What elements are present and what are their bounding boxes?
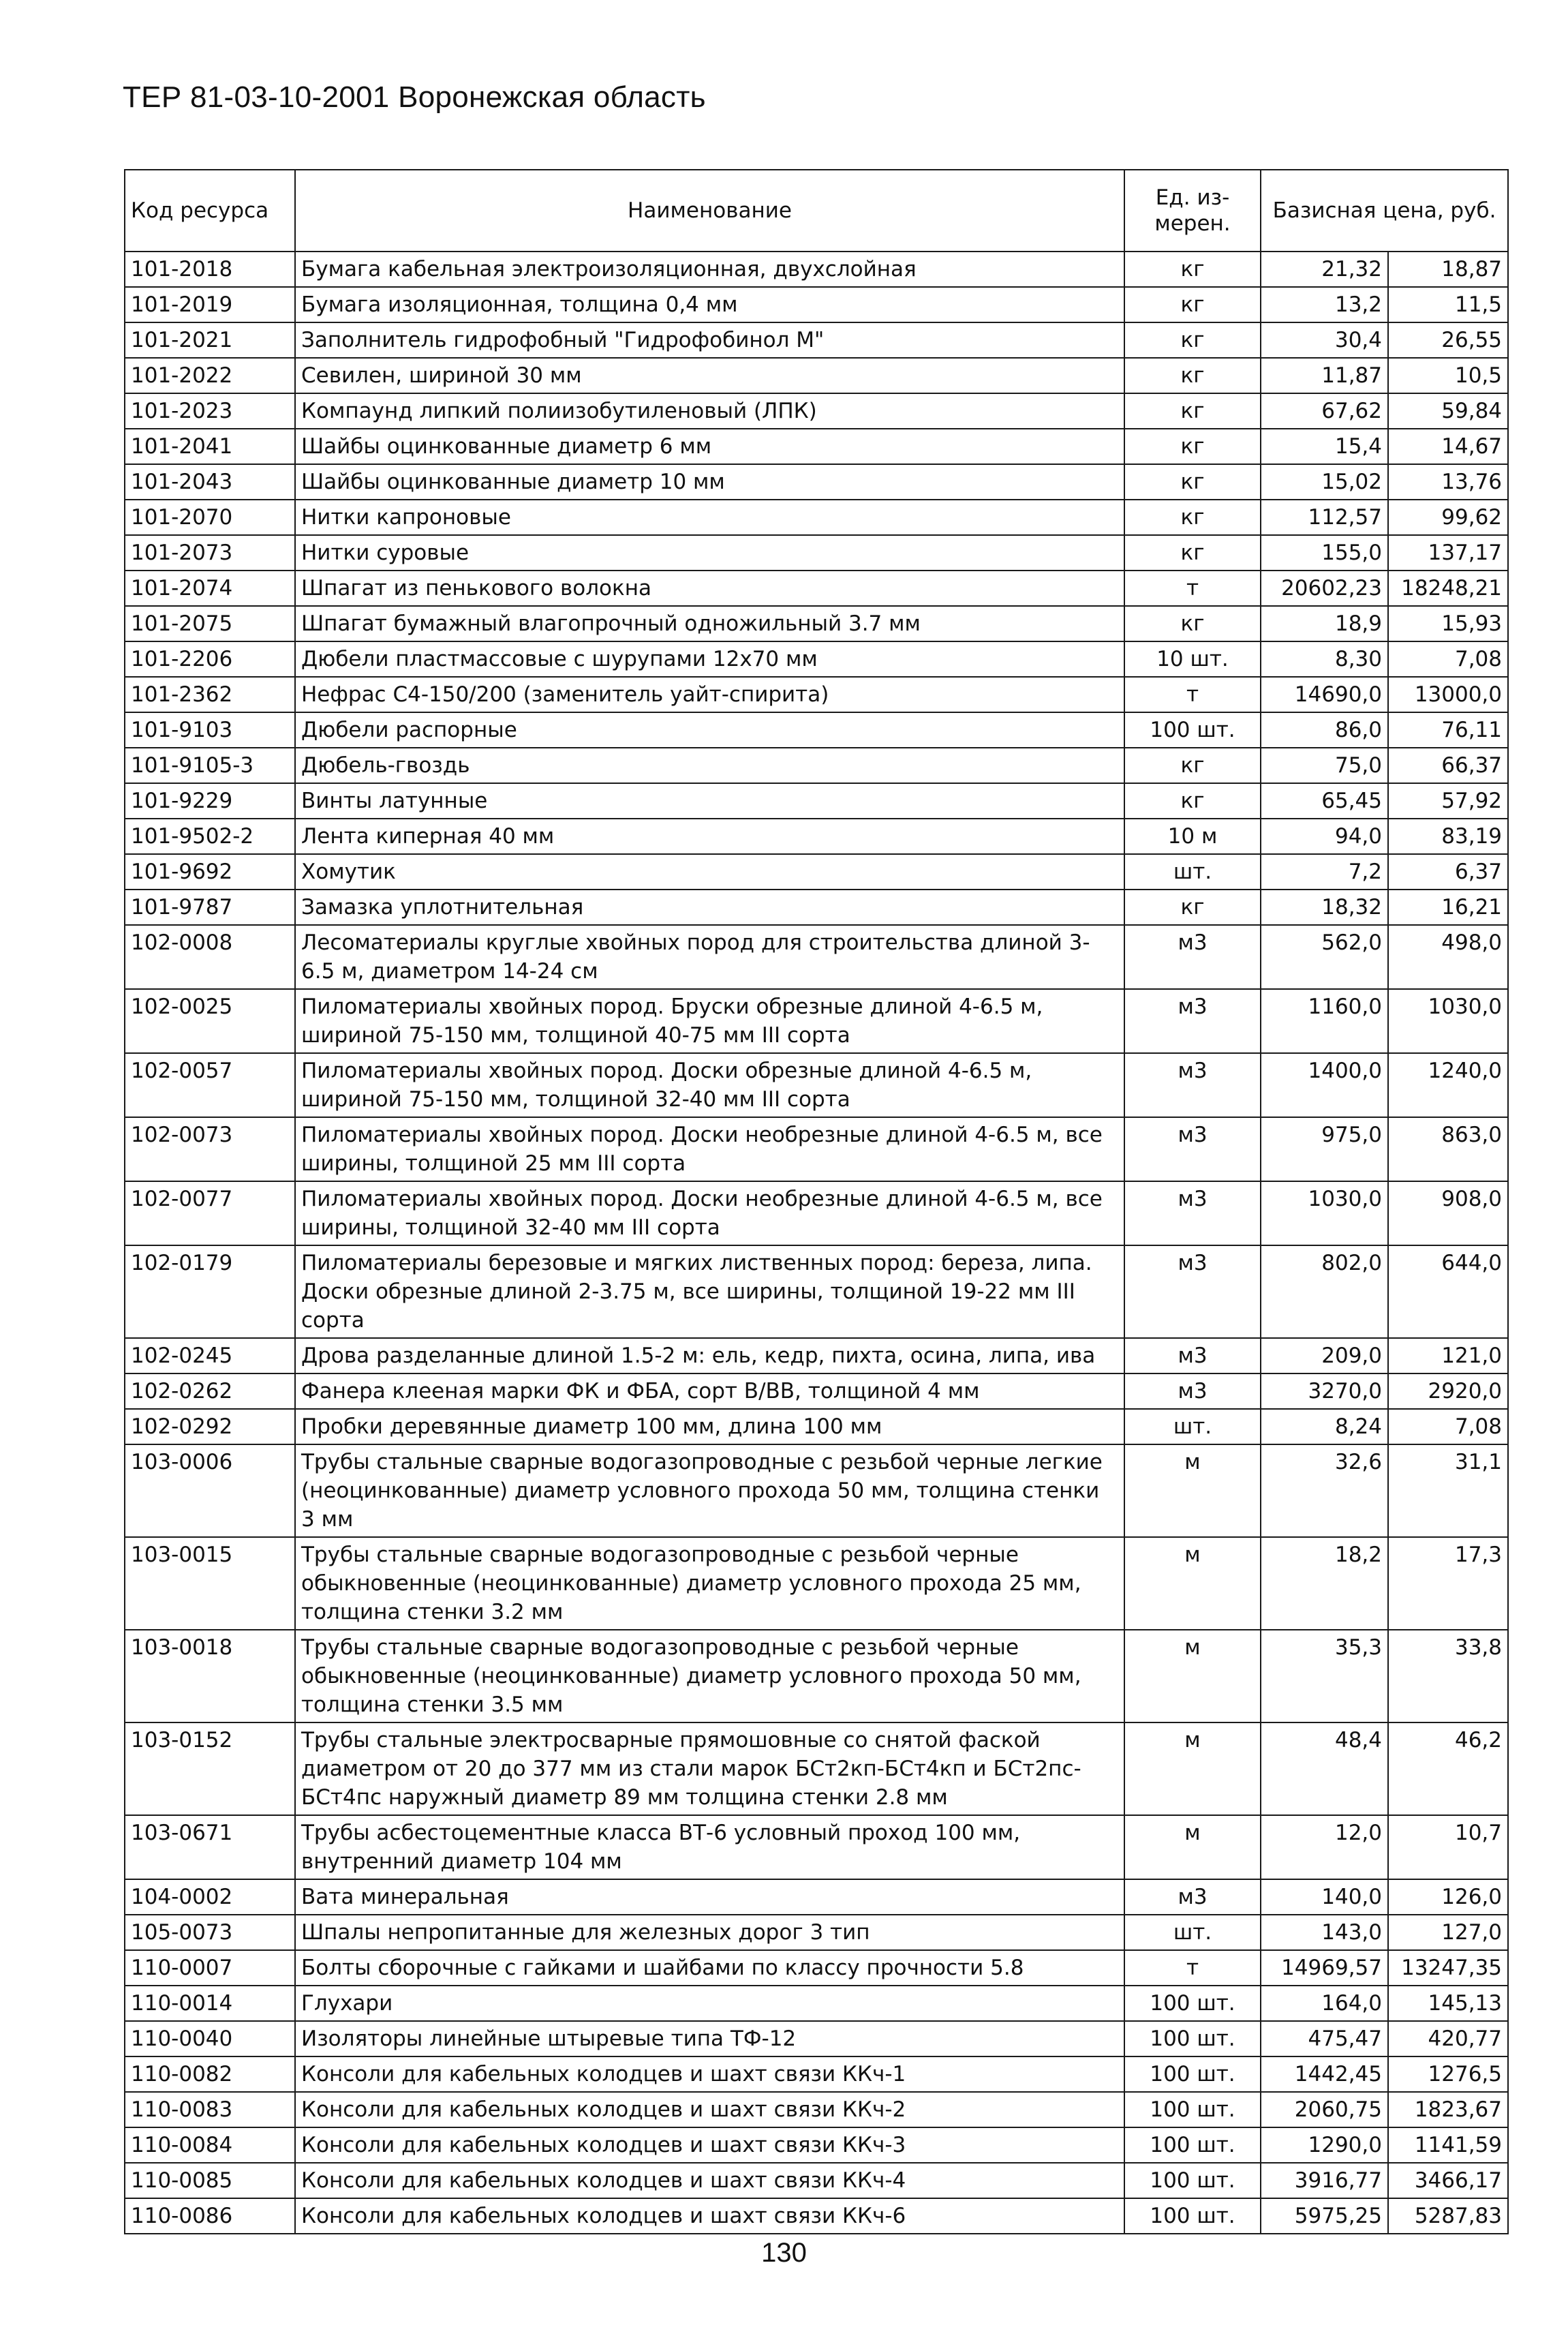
cell-code: 101-2018 (125, 252, 295, 287)
cell-name: Дрова разделанные длиной 1.5-2 м: ель, кедр, пихта, осина, липа, ива (295, 1338, 1124, 1373)
table-body (125, 252, 1508, 2234)
cell-price-1: 5975,25 (1261, 2198, 1388, 2234)
cell-price-2: 18248,21 (1388, 571, 1508, 606)
cell-price-1: 1160,0 (1261, 989, 1388, 1053)
cell-name: Консоли для кабельных колодцев и шахт связи ККч-6 (295, 2198, 1124, 2234)
cell-unit: м3 (1124, 1117, 1261, 1181)
table-row (125, 1986, 1508, 2021)
cell-name: Консоли для кабельных колодцев и шахт связи ККч-4 (295, 2163, 1124, 2198)
cell-code: 102-0077 (125, 1181, 295, 1245)
cell-code: 101-9105-3 (125, 748, 295, 783)
cell-price-2: 5287,83 (1388, 2198, 1508, 2234)
cell-code: 101-9692 (125, 854, 295, 890)
cell-name: Пиломатериалы хвойных пород. Доски необрезные длиной 4-6.5 м, все ширины, толщиной 32-40 мм III сорта (295, 1181, 1124, 1245)
cell-price-2: 13,76 (1388, 464, 1508, 500)
cell-price-1: 11,87 (1261, 358, 1388, 393)
cell-name: Дюбели распорные (295, 712, 1124, 748)
cell-price-1: 18,9 (1261, 606, 1388, 641)
cell-code: 101-2070 (125, 500, 295, 535)
cell-name: Бумага кабельная электроизоляционная, двухслойная (295, 252, 1124, 287)
cell-code: 101-2206 (125, 641, 295, 677)
cell-price-1: 8,30 (1261, 641, 1388, 677)
cell-price-1: 86,0 (1261, 712, 1388, 748)
cell-price-2: 1240,0 (1388, 1053, 1508, 1117)
table-row (125, 1053, 1508, 1117)
table-row (125, 1915, 1508, 1950)
page-header-title: ТЕР 81-03-10-2001 Воронежская область (123, 80, 706, 114)
table-row (125, 2198, 1508, 2234)
cell-code: 102-0057 (125, 1053, 295, 1117)
cell-unit: 100 шт. (1124, 2127, 1261, 2163)
cell-price-1: 18,2 (1261, 1537, 1388, 1630)
cell-price-1: 155,0 (1261, 535, 1388, 571)
cell-price-1: 802,0 (1261, 1245, 1388, 1338)
cell-price-2: 59,84 (1388, 393, 1508, 429)
table-row (125, 890, 1508, 925)
cell-name: Трубы стальные электросварные прямошовные со снятой фаской диаметром от 20 до 377 мм из стали марок БСт2кп-БСт4кп и БСт2пс-БСт4пс наружный диаметр 89 мм толщина стенки 2.8 мм (295, 1722, 1124, 1815)
cell-unit: м (1124, 1537, 1261, 1630)
cell-price-2: 145,13 (1388, 1986, 1508, 2021)
cell-code: 101-2021 (125, 322, 295, 358)
cell-price-1: 15,02 (1261, 464, 1388, 500)
cell-price-2: 2920,0 (1388, 1373, 1508, 1409)
table-row (125, 322, 1508, 358)
cell-code: 103-0152 (125, 1722, 295, 1815)
cell-unit: т (1124, 571, 1261, 606)
table-row (125, 1245, 1508, 1338)
cell-price-1: 18,32 (1261, 890, 1388, 925)
cell-code: 102-0025 (125, 989, 295, 1053)
cell-price-1: 164,0 (1261, 1986, 1388, 2021)
table-row (125, 677, 1508, 712)
cell-code: 101-2022 (125, 358, 295, 393)
cell-unit: кг (1124, 287, 1261, 322)
cell-price-2: 83,19 (1388, 819, 1508, 854)
cell-price-1: 1400,0 (1261, 1053, 1388, 1117)
cell-unit: м (1124, 1722, 1261, 1815)
cell-unit: 100 шт. (1124, 2092, 1261, 2127)
cell-price-1: 94,0 (1261, 819, 1388, 854)
cell-unit: м (1124, 1444, 1261, 1537)
table-row (125, 287, 1508, 322)
cell-unit: 100 шт. (1124, 2021, 1261, 2056)
table-row (125, 1630, 1508, 1722)
cell-price-1: 21,32 (1261, 252, 1388, 287)
cell-price-2: 127,0 (1388, 1915, 1508, 1950)
cell-price-1: 12,0 (1261, 1815, 1388, 1879)
cell-code: 110-0040 (125, 2021, 295, 2056)
cell-price-2: 10,7 (1388, 1815, 1508, 1879)
cell-price-2: 498,0 (1388, 925, 1508, 989)
cell-code: 101-2075 (125, 606, 295, 641)
cell-name: Шайбы оцинкованные диаметр 6 мм (295, 429, 1124, 464)
cell-code: 101-9229 (125, 783, 295, 819)
cell-code: 110-0007 (125, 1950, 295, 1986)
cell-unit: кг (1124, 393, 1261, 429)
cell-price-1: 15,4 (1261, 429, 1388, 464)
cell-name: Нефрас С4-150/200 (заменитель уайт-спирита) (295, 677, 1124, 712)
table-row (125, 1444, 1508, 1537)
column-header-name: Наименование (295, 170, 1124, 252)
cell-name: Изоляторы линейные штыревые типа ТФ-12 (295, 2021, 1124, 2056)
cell-name: Винты латунные (295, 783, 1124, 819)
cell-unit: м3 (1124, 925, 1261, 989)
cell-unit: кг (1124, 606, 1261, 641)
table-row (125, 1879, 1508, 1915)
table-row (125, 535, 1508, 571)
cell-price-1: 8,24 (1261, 1409, 1388, 1444)
cell-name: Нитки суровые (295, 535, 1124, 571)
cell-price-1: 14969,57 (1261, 1950, 1388, 1986)
cell-name: Бумага изоляционная, толщина 0,4 мм (295, 287, 1124, 322)
cell-price-1: 475,47 (1261, 2021, 1388, 2056)
cell-code: 110-0084 (125, 2127, 295, 2163)
cell-price-2: 13000,0 (1388, 677, 1508, 712)
cell-code: 102-0179 (125, 1245, 295, 1338)
cell-name: Дюбели пластмассовые с шурупами 12х70 мм (295, 641, 1124, 677)
cell-code: 101-2041 (125, 429, 295, 464)
table-row (125, 571, 1508, 606)
cell-price-2: 11,5 (1388, 287, 1508, 322)
cell-price-1: 7,2 (1261, 854, 1388, 890)
cell-price-2: 644,0 (1388, 1245, 1508, 1338)
table-row (125, 252, 1508, 287)
cell-price-1: 3270,0 (1261, 1373, 1388, 1409)
cell-unit: кг (1124, 500, 1261, 535)
table-row (125, 854, 1508, 890)
table-row (125, 989, 1508, 1053)
table-row (125, 1537, 1508, 1630)
cell-price-2: 1276,5 (1388, 2056, 1508, 2092)
price-table-container (124, 169, 1507, 2234)
cell-unit: м3 (1124, 1879, 1261, 1915)
table-row (125, 606, 1508, 641)
cell-unit: м3 (1124, 1338, 1261, 1373)
cell-price-2: 46,2 (1388, 1722, 1508, 1815)
cell-unit: шт. (1124, 1915, 1261, 1950)
cell-name: Дюбель-гвоздь (295, 748, 1124, 783)
cell-price-1: 48,4 (1261, 1722, 1388, 1815)
cell-price-1: 13,2 (1261, 287, 1388, 322)
cell-unit: м3 (1124, 1373, 1261, 1409)
table-row (125, 429, 1508, 464)
cell-name: Пробки деревянные диаметр 100 мм, длина 100 мм (295, 1409, 1124, 1444)
cell-unit: кг (1124, 358, 1261, 393)
cell-price-1: 112,57 (1261, 500, 1388, 535)
cell-name: Шайбы оцинкованные диаметр 10 мм (295, 464, 1124, 500)
table-row (125, 783, 1508, 819)
cell-code: 101-9103 (125, 712, 295, 748)
cell-code: 104-0002 (125, 1879, 295, 1915)
cell-unit: кг (1124, 429, 1261, 464)
cell-name: Трубы стальные сварные водогазопроводные с резьбой черные обыкновенные (неоцинкованные) диаметр условного прохода 25 мм, толщина стенки 3.2 мм (295, 1537, 1124, 1630)
cell-price-2: 6,37 (1388, 854, 1508, 890)
cell-price-2: 76,11 (1388, 712, 1508, 748)
cell-name: Консоли для кабельных колодцев и шахт связи ККч-1 (295, 2056, 1124, 2092)
cell-unit: т (1124, 677, 1261, 712)
cell-code: 101-2362 (125, 677, 295, 712)
table-row (125, 2127, 1508, 2163)
cell-unit: м3 (1124, 1053, 1261, 1117)
cell-unit: м3 (1124, 1181, 1261, 1245)
table-row (125, 1815, 1508, 1879)
cell-name: Замазка уплотнительная (295, 890, 1124, 925)
cell-code: 110-0083 (125, 2092, 295, 2127)
table-row (125, 500, 1508, 535)
cell-name: Пиломатериалы хвойных пород. Бруски обрезные длиной 4-6.5 м, шириной 75-150 мм, толщиной 40-75 мм III сорта (295, 989, 1124, 1053)
cell-price-1: 14690,0 (1261, 677, 1388, 712)
cell-code: 102-0292 (125, 1409, 295, 1444)
cell-code: 103-0015 (125, 1537, 295, 1630)
cell-name: Шпалы непропитанные для железных дорог 3 тип (295, 1915, 1124, 1950)
cell-price-1: 75,0 (1261, 748, 1388, 783)
cell-name: Трубы асбестоцементные класса ВТ-6 условный проход 100 мм, внутренний диаметр 104 мм (295, 1815, 1124, 1879)
cell-code: 101-2073 (125, 535, 295, 571)
cell-price-1: 30,4 (1261, 322, 1388, 358)
cell-price-2: 1030,0 (1388, 989, 1508, 1053)
table-row (125, 712, 1508, 748)
price-table (124, 169, 1509, 2234)
table-row (125, 2163, 1508, 2198)
cell-name: Трубы стальные сварные водогазопроводные с резьбой черные легкие (неоцинкованные) диаметр условного прохода 50 мм, толщина стенки 3 мм (295, 1444, 1124, 1537)
cell-price-2: 863,0 (1388, 1117, 1508, 1181)
table-header-row (125, 170, 1508, 252)
cell-code: 102-0073 (125, 1117, 295, 1181)
cell-name: Компаунд липкий полиизобутиленовый (ЛПК) (295, 393, 1124, 429)
cell-unit: кг (1124, 322, 1261, 358)
cell-code: 103-0006 (125, 1444, 295, 1537)
cell-code: 101-2074 (125, 571, 295, 606)
cell-price-1: 1442,45 (1261, 2056, 1388, 2092)
cell-price-2: 15,93 (1388, 606, 1508, 641)
cell-price-1: 65,45 (1261, 783, 1388, 819)
cell-code: 101-9787 (125, 890, 295, 925)
cell-unit: 100 шт. (1124, 1986, 1261, 2021)
page-number: 130 (761, 2238, 807, 2268)
cell-code: 102-0245 (125, 1338, 295, 1373)
cell-name: Фанера клееная марки ФК и ФБА, сорт В/ВВ, толщиной 4 мм (295, 1373, 1124, 1409)
cell-unit: кг (1124, 464, 1261, 500)
cell-unit: кг (1124, 535, 1261, 571)
cell-name: Консоли для кабельных колодцев и шахт связи ККч-3 (295, 2127, 1124, 2163)
cell-unit: кг (1124, 252, 1261, 287)
cell-price-2: 14,67 (1388, 429, 1508, 464)
cell-unit: 100 шт. (1124, 2163, 1261, 2198)
cell-price-1: 1030,0 (1261, 1181, 1388, 1245)
cell-price-1: 35,3 (1261, 1630, 1388, 1722)
table-header (125, 170, 1508, 252)
cell-code: 101-2019 (125, 287, 295, 322)
cell-unit: кг (1124, 783, 1261, 819)
cell-code: 101-2023 (125, 393, 295, 429)
cell-unit: м3 (1124, 989, 1261, 1053)
cell-unit: 10 шт. (1124, 641, 1261, 677)
cell-price-1: 140,0 (1261, 1879, 1388, 1915)
cell-code: 102-0262 (125, 1373, 295, 1409)
cell-code: 103-0018 (125, 1630, 295, 1722)
cell-name: Лесоматериалы круглые хвойных пород для строительства длиной 3-6.5 м, диаметром 14-24 см (295, 925, 1124, 989)
cell-name: Трубы стальные сварные водогазопроводные с резьбой черные обыкновенные (неоцинкованные) диаметр условного прохода 50 мм, толщина стенки 3.5 мм (295, 1630, 1124, 1722)
cell-price-2: 121,0 (1388, 1338, 1508, 1373)
cell-unit: шт. (1124, 854, 1261, 890)
cell-price-2: 33,8 (1388, 1630, 1508, 1722)
cell-code: 102-0008 (125, 925, 295, 989)
cell-price-1: 975,0 (1261, 1117, 1388, 1181)
cell-price-2: 1823,67 (1388, 2092, 1508, 2127)
cell-name: Шпагат из пенькового волокна (295, 571, 1124, 606)
table-row (125, 464, 1508, 500)
column-header-unit: Ед. из- мерен. (1124, 170, 1261, 252)
table-row (125, 1338, 1508, 1373)
cell-price-2: 1141,59 (1388, 2127, 1508, 2163)
table-row (125, 641, 1508, 677)
table-row (125, 358, 1508, 393)
cell-code: 110-0086 (125, 2198, 295, 2234)
cell-price-2: 66,37 (1388, 748, 1508, 783)
table-row (125, 1373, 1508, 1409)
cell-name: Пиломатериалы хвойных пород. Доски необрезные длиной 4-6.5 м, все ширины, толщиной 25 мм III сорта (295, 1117, 1124, 1181)
cell-code: 103-0671 (125, 1815, 295, 1879)
cell-price-2: 7,08 (1388, 1409, 1508, 1444)
cell-unit: м (1124, 1815, 1261, 1879)
cell-price-2: 99,62 (1388, 500, 1508, 535)
cell-name: Пиломатериалы хвойных пород. Доски обрезные длиной 4-6.5 м, шириной 75-150 мм, толщиной 32-40 мм III сорта (295, 1053, 1124, 1117)
cell-price-1: 67,62 (1261, 393, 1388, 429)
cell-name: Севилен, шириной 30 мм (295, 358, 1124, 393)
cell-price-2: 908,0 (1388, 1181, 1508, 1245)
table-row (125, 2092, 1508, 2127)
cell-price-2: 18,87 (1388, 252, 1508, 287)
cell-price-1: 143,0 (1261, 1915, 1388, 1950)
cell-unit: 100 шт. (1124, 2056, 1261, 2092)
cell-unit: шт. (1124, 1409, 1261, 1444)
cell-price-2: 126,0 (1388, 1879, 1508, 1915)
cell-price-2: 57,92 (1388, 783, 1508, 819)
table-row (125, 1117, 1508, 1181)
cell-price-1: 562,0 (1261, 925, 1388, 989)
cell-unit: кг (1124, 890, 1261, 925)
table-row (125, 1181, 1508, 1245)
column-header-price: Базисная цена, руб. (1261, 170, 1508, 252)
table-row (125, 925, 1508, 989)
cell-name: Вата минеральная (295, 1879, 1124, 1915)
cell-price-2: 420,77 (1388, 2021, 1508, 2056)
table-row (125, 1409, 1508, 1444)
cell-name: Шпагат бумажный влагопрочный одножильный 3.7 мм (295, 606, 1124, 641)
cell-price-1: 3916,77 (1261, 2163, 1388, 2198)
cell-unit: 100 шт. (1124, 712, 1261, 748)
cell-name: Лента киперная 40 мм (295, 819, 1124, 854)
cell-price-2: 16,21 (1388, 890, 1508, 925)
table-row (125, 1950, 1508, 1986)
cell-price-2: 3466,17 (1388, 2163, 1508, 2198)
cell-name: Заполнитель гидрофобный "Гидрофобинол М" (295, 322, 1124, 358)
cell-unit: кг (1124, 748, 1261, 783)
cell-name: Болты сборочные с гайками и шайбами по классу прочности 5.8 (295, 1950, 1124, 1986)
cell-unit: т (1124, 1950, 1261, 1986)
table-row (125, 2056, 1508, 2092)
cell-price-1: 2060,75 (1261, 2092, 1388, 2127)
table-row (125, 819, 1508, 854)
cell-price-2: 17,3 (1388, 1537, 1508, 1630)
cell-code: 110-0085 (125, 2163, 295, 2198)
cell-unit: м (1124, 1630, 1261, 1722)
table-row (125, 1722, 1508, 1815)
cell-price-1: 20602,23 (1261, 571, 1388, 606)
cell-code: 105-0073 (125, 1915, 295, 1950)
cell-price-1: 1290,0 (1261, 2127, 1388, 2163)
cell-unit: м3 (1124, 1245, 1261, 1338)
table-row (125, 748, 1508, 783)
cell-unit: 10 м (1124, 819, 1261, 854)
cell-unit: 100 шт. (1124, 2198, 1261, 2234)
cell-price-2: 137,17 (1388, 535, 1508, 571)
cell-name: Пиломатериалы березовые и мягких лиственных пород: береза, липа. Доски обрезные длиной 2-3.75 м, все ширины, толщиной 19-22 мм III сорта (295, 1245, 1124, 1338)
cell-code: 101-2043 (125, 464, 295, 500)
table-row (125, 393, 1508, 429)
cell-code: 110-0082 (125, 2056, 295, 2092)
cell-price-1: 209,0 (1261, 1338, 1388, 1373)
cell-code: 101-9502-2 (125, 819, 295, 854)
cell-code: 110-0014 (125, 1986, 295, 2021)
cell-price-2: 26,55 (1388, 322, 1508, 358)
cell-price-2: 7,08 (1388, 641, 1508, 677)
table-row (125, 2021, 1508, 2056)
column-header-code: Код ресурса (125, 170, 295, 252)
cell-price-2: 31,1 (1388, 1444, 1508, 1537)
cell-name: Хомутик (295, 854, 1124, 890)
cell-price-2: 13247,35 (1388, 1950, 1508, 1986)
cell-name: Глухари (295, 1986, 1124, 2021)
cell-name: Консоли для кабельных колодцев и шахт связи ККч-2 (295, 2092, 1124, 2127)
cell-price-2: 10,5 (1388, 358, 1508, 393)
cell-price-1: 32,6 (1261, 1444, 1388, 1537)
cell-name: Нитки капроновые (295, 500, 1124, 535)
